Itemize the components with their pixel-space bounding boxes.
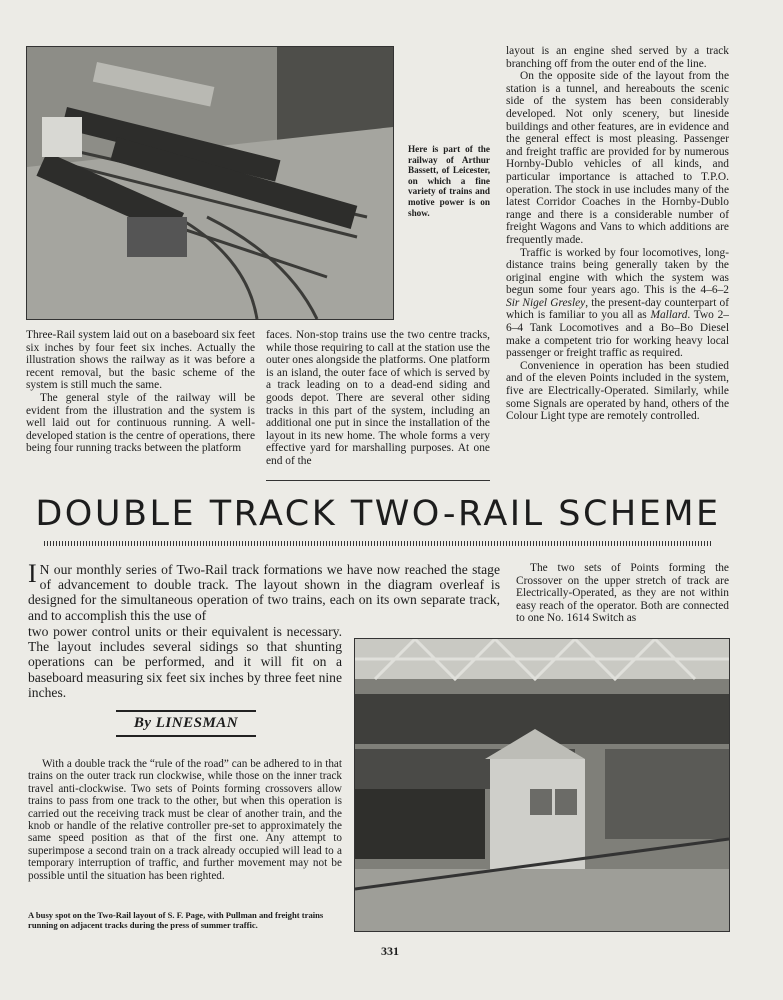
headline: DOUBLE TRACK TWO-RAIL SCHEME (35, 494, 721, 534)
loco-name-mallard: Mallard (650, 309, 688, 322)
col2-paragraph-1: faces. Non-stop trains use the two centre tracks, while those requiring to call at the station use the outer ones alongside the platforms. One platform is an island, the outer face of which is served by a track leading on to a dead-end siding and goods depot. There are several other siding tracks in this part of the system, including an additional one put in since the installation of the layout in its new home. The whole forms a very effective yard for marshalling purposes. At one end of the (266, 329, 490, 467)
bottom-photo-caption: A busy spot on the Two-Rail layout of S. F. Page, with Pullman and freight trains running on adjacent tracks during the press of summer traffic. (28, 910, 324, 930)
col3-p3-part-a: Traffic is worked by four locomotives, long-distance trains being generally taken by the original engine with which the system was begun some four years ago. This is the 4–6–2 (506, 246, 729, 297)
right-column-paragraph: The two sets of Points forming the Crossover on the upper stretch of track are Electrically-Operated, as they are not within easy reach of the operator. Both are connected to one No. 1614 Switch as (516, 562, 729, 625)
col3-p3-part-b: , the present-day counterpart of which is familiar to you all as (506, 296, 729, 322)
right-column-text (516, 562, 729, 625)
column-2-top-text (266, 329, 490, 468)
col3-paragraph-4: Convenience in operation has been studied and of the eleven Points included in the system, five are Electrically-Operated. Similarly, while some Signals are operated by hand, others of the Colour Light type are remotely controlled. (506, 359, 729, 423)
body-left-text (28, 758, 342, 882)
intro-paragraph-narrow: two power control units or their equivalent is necessary. The layout includes several sidings so that shunting operations can be performed, and it will fit on a baseboard measuring six feet six inches by three feet nine inches. (28, 624, 342, 700)
col3-paragraph-2: On the opposite side of the layout from the station is a tunnel, and hereabouts the scenic side of the system has been considerably developed. Not only scenery, but lineside buildings and other features, are in evidence and the general effect is most pleasing. Passenger and freight traffic are provided for by numerous Hornby-Dublo vehicles of all kinds, and particular importance is attached to T.P.O. operation. The stock in use includes many of the latest Corridor Coaches in the Hornby-Dublo range and there is a considerable number of freight Wagons and Vans to which additions are frequently made. (506, 70, 729, 246)
col1-paragraph-2: The general style of the railway will be evident from the illustration and the system is well laid out for continuous running. A well-developed station is the centre of operations, there being four running tracks between the platform (26, 391, 255, 455)
byline-rule-top (116, 710, 256, 712)
intro-text-wide: N our monthly series of Two-Rail track formations we have now reached the stage of advancement to double track. The layout shown in the diagram overleaf is designed for the simultaneous operation of two trains, each on its own separate track, and to accomplish this the use of (28, 562, 500, 623)
intro-paragraph-wide (28, 559, 500, 623)
top-photo-caption: Here is part of the railway of Arthur Bassett, of Leicester, on which a fine variety of trains and motive power is on show. (408, 144, 490, 218)
loco-name-sir-nigel-gresley: Sir Nigel Gresley (506, 296, 586, 309)
byline-rule-bottom (116, 735, 256, 737)
col3-p3-part-c: . Two 2–6–4 Tank Locomotives and a Bo–Bo Diesel make a competent trio for working heavy local passenger or freight traffic as required. (506, 309, 729, 360)
lower-photograph (354, 638, 730, 932)
top-photograph (26, 46, 394, 320)
page-number: 331 (381, 944, 399, 958)
col1-paragraph-1: Three-Rail system laid out on a baseboard six feet six inches by four feet six inches. Actually the illustration shows the railway as it was before a recent removal, but the basic scheme of the system is still much the same. (26, 329, 255, 392)
drop-cap: I (28, 559, 37, 588)
byline-box (116, 710, 256, 737)
headline-hatched-rule (44, 541, 712, 546)
section-rule (266, 480, 490, 481)
column-1-top-text (26, 329, 255, 455)
column-3-top-text (506, 45, 729, 423)
byline: By LINESMAN (133, 715, 239, 731)
body-left-paragraph: With a double track the “rule of the road” can be adhered to in that trains on the outer track run clockwise, while those on the inner track travel anti-clockwise. Two sets of Points forming crossovers allow trains to pass from one track to the other, but when this operation is carried out the receiving track must be clear of another train, and the knob or handle of the relative controller pre-set to approximately the same speed position as that of the first one. Any attempt to superimpose a second train on a track already occupied will lead to a temporary interruption of traffic, and further movement may not be possible until the situation has been righted. (28, 758, 342, 882)
col3-paragraph-3 (506, 247, 729, 360)
signal-box-photo-art (355, 639, 729, 931)
model-railway-photo-art (27, 47, 393, 319)
col3-paragraph-1: layout is an engine shed served by a track branching off from the outer end of the line. (506, 45, 729, 70)
